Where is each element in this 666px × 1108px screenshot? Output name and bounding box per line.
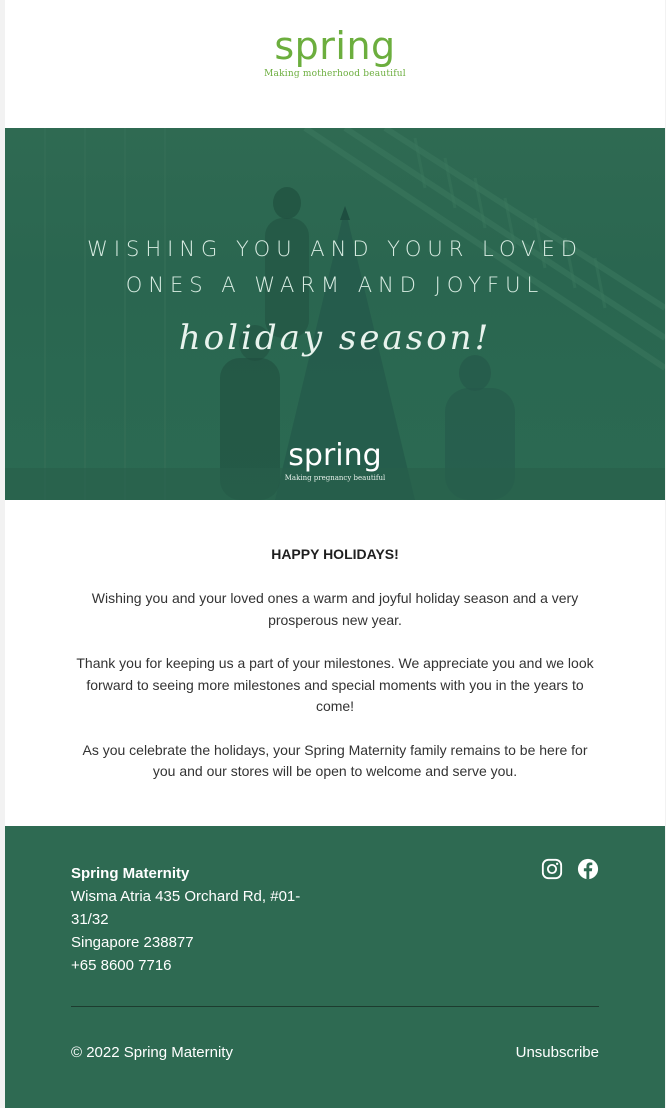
address-line-2: Singapore 238877 — [71, 934, 194, 951]
phone-number: +65 8600 7716 — [71, 957, 172, 974]
message-heading: HAPPY HOLIDAYS! — [271, 546, 399, 562]
logo-tagline: Making motherhood beautiful — [264, 69, 406, 79]
message-paragraph-1: Wishing you and your loved ones a warm and joyful holiday season and a very prosperous new year. — [91, 590, 579, 628]
spring-logo[interactable] — [5, 26, 665, 79]
email-container — [5, 0, 665, 1108]
facebook-icon[interactable] — [577, 858, 599, 880]
hero-spring-logo — [5, 440, 665, 482]
logo-wordmark: spring — [274, 24, 396, 68]
company-name: Spring Maternity — [71, 865, 190, 882]
store-address — [71, 862, 321, 977]
message-paragraph-3: As you celebrate the holidays, your Spring Maternity family remains to be here for you and our stores will be open to welcome and serve you. — [82, 741, 588, 779]
hero-logo-tagline: Making pregnancy beautiful — [284, 474, 386, 482]
hero-banner[interactable] — [5, 128, 665, 500]
copyright-text: © 2022 Spring Maternity — [71, 1044, 233, 1061]
social-links — [541, 858, 599, 880]
footer-divider — [71, 1006, 599, 1007]
hero-heading-line2: ONES A WARM AND JOYFUL — [125, 273, 545, 297]
email-footer — [5, 826, 665, 1108]
hero-logo-wordmark: spring — [288, 438, 382, 473]
message-body — [5, 500, 665, 780]
instagram-icon[interactable] — [541, 858, 563, 880]
unsubscribe-link[interactable]: Unsubscribe — [515, 1044, 599, 1061]
hero-script-text: holiday season! — [178, 318, 492, 358]
hero-heading-line1: WISHING YOU AND YOUR LOVED — [87, 237, 583, 261]
message-paragraph-2: Thank you for keeping us a part of your milestones. We appreciate you and we look forward to seeing more milestones and special moments with you in the years to come! — [76, 655, 594, 714]
email-header — [5, 0, 665, 128]
address-line-1: Wisma Atria 435 Orchard Rd, #01-31/32 — [71, 888, 301, 928]
